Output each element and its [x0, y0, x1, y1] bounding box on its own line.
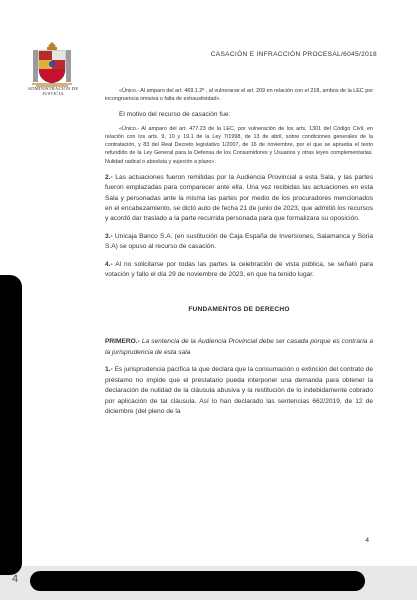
paragraph-3	[105, 232, 373, 253]
quote-paragraph: «Único.- Al amparo del art. 477.23 de la LEC, por vulneración de los arts. 1301 del Código Civil, en relación con los arts. 9, 10 y 19.1 de la Ley 7/1998, de 13 de abril, sobre condiciones generales de la contratación, y 83 del Real Decreto legislativo 1/2007, de 16 de noviembre, por el que se aprueba el texto refundido de la Ley General para la Defensa de los Consumidores y Usuarios y otras leyes complementarias. Nulidad radical o absoluta y sujeción a plazo».	[105, 125, 373, 165]
paragraph-text: Es jurisprudencia pacífica la que declara que la consumación o extinción del contrato de préstamo no impide que el prestatario pueda interponer una demanda para obtener la declaración de nulidad de la cláusula abusiva y la restitución de lo indebidamente cobrado por aplicación de tal cláusula. Así lo han declarado las sentencias 662/2019, de 12 de diciembre (del pleno de la	[105, 366, 373, 415]
document-body	[105, 86, 373, 417]
primero-label: PRIMERO.-	[105, 338, 140, 346]
redaction-mark	[30, 571, 365, 591]
quote-paragraph: «Único.- Al amparo del art. 469.1.2º , al vulnerarse el art. 209 en relación con el 218, ambos de la LEC por incongruencia omisiva o falta de exhaustividad».	[105, 88, 373, 103]
paragraph-2	[105, 173, 373, 225]
coat-of-arms-icon	[30, 40, 74, 90]
motive-intro: El motivo del recurso de casación fue:	[119, 111, 231, 119]
section-heading: FUNDAMENTOS DE DERECHO	[188, 306, 290, 314]
point-1	[105, 365, 373, 417]
crest-caption: ADMINISTRACION DE JUSTICIA	[27, 86, 79, 97]
paragraph-text: Al no solicitarse por todas las partes la celebración de vista pública, se señaló para votación y fallo el día 29 de noviembre de 2023, en que ha tenido lugar.	[105, 260, 374, 279]
paragraph-text: Las actuaciones fueron remitidas por la Audiencia Provincial a esta Sala, y las partes fueron emplazadas para comparecer ante ella. Una vez recibidas las actuaciones en esta Sala y personadas ante la misma las partes por medio de los procuradores mencionados en el encabezamiento, se dictó auto de fecha 21 de junio de 2023, que admitió los recursos y acordó dar traslado a la parte recurrida personada para que formalizara su oposición.	[105, 173, 373, 223]
paragraph-label: 1.-	[105, 366, 113, 374]
paragraph-4	[105, 260, 373, 281]
case-reference: CASACIÓN E INFRACCIÓN PROCESAL/6045/2018	[210, 51, 377, 58]
redaction-mark	[0, 275, 22, 575]
paragraph-label: 3.-	[105, 232, 113, 240]
viewer-page-number: 4	[12, 573, 19, 585]
paragraph-label: 4.-	[105, 260, 113, 268]
paragraph-text: Unicaja Banco S.A. (en sustitución de Caja España de Inversiones, Salamanca y Soria S.A) se opuso al recurso de casación.	[105, 232, 373, 251]
primero-title: La sentencia de la Audiencia Provincial debe ser casada porque es contraria a la jurisprudencia de esta sala	[105, 338, 373, 356]
primero-heading	[105, 337, 373, 358]
page-number: 4	[365, 537, 369, 544]
paragraph-label: 2.-	[105, 173, 113, 181]
